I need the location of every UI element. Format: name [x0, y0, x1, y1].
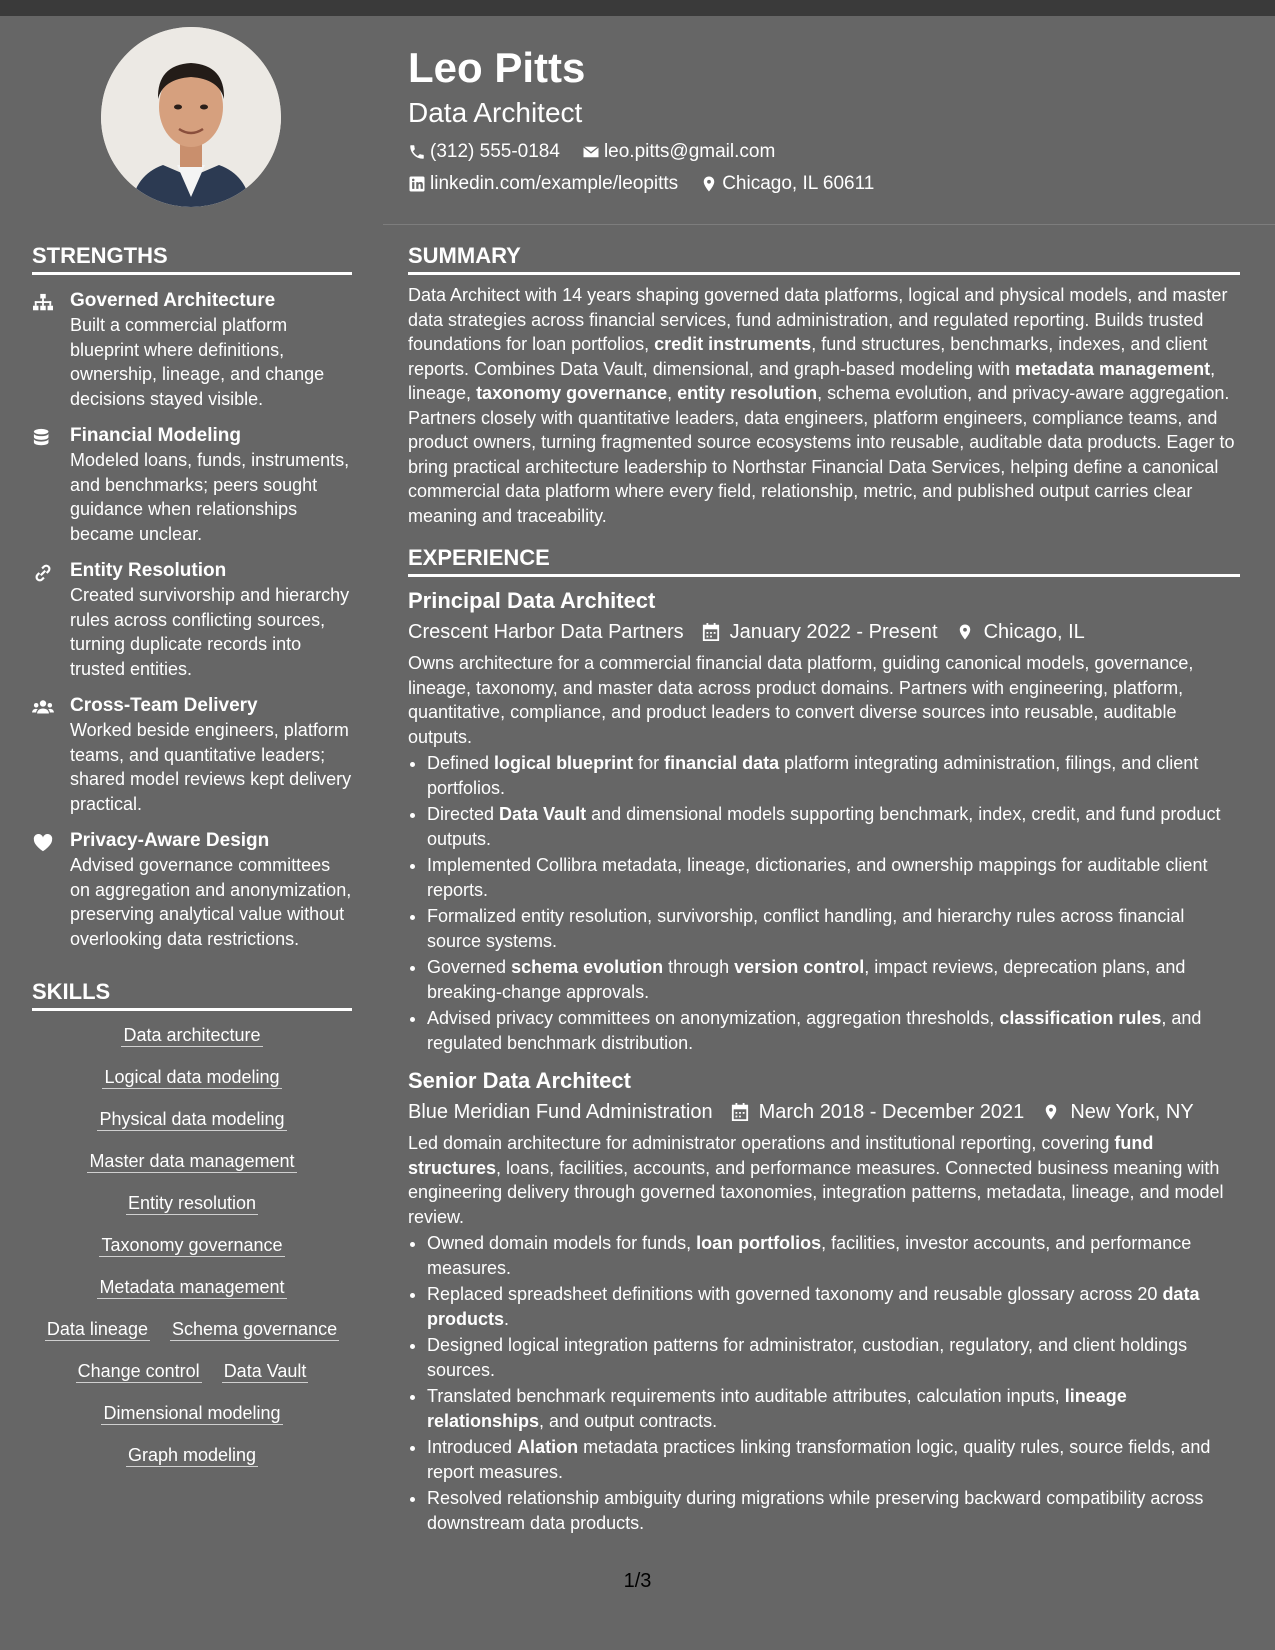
job-bullet: • Advised privacy committees on anonymization, aggregation thresholds, classification rules, and regulated benchmark distribution.	[427, 1006, 1240, 1055]
job-bullet: • Replaced spreadsheet definitions with governed taxonomy and reusable glossary across 20 data products.	[427, 1282, 1240, 1331]
experience-heading: EXPERIENCE	[408, 545, 1240, 577]
email-text: leo.pitts@gmail.com	[603, 141, 776, 162]
job-company: Blue Meridian Fund Administration	[408, 1101, 713, 1123]
skill-tag: Entity resolution	[127, 1193, 257, 1213]
job-bullet: • Directed Data Vault and dimensional models supporting benchmark, index, credit, and fund product outputs.	[427, 802, 1240, 851]
location-text: Chicago, IL 60611	[722, 173, 875, 194]
map-pin-icon	[700, 175, 718, 193]
job-dates: March 2018 - December 2021	[758, 1101, 1025, 1123]
job-title: Senior Data Architect	[408, 1068, 631, 1093]
strength-item	[32, 289, 352, 411]
contact-phone[interactable]	[408, 140, 560, 164]
envelope-icon	[582, 143, 600, 161]
strength-desc: Modeled loans, funds, instruments, and benchmarks; peers sought guidance when relationships became unclear.	[70, 450, 350, 544]
skill-tag: Metadata management	[99, 1277, 285, 1297]
page-number: 1/3	[623, 1570, 652, 1592]
job-bullet: • Resolved relationship ambiguity during migrations while preserving backward compatibility across downstream data products.	[427, 1486, 1240, 1535]
skill-tag: Data Vault	[223, 1361, 307, 1381]
skills-heading: SKILLS	[32, 979, 352, 1011]
strength-item	[32, 694, 352, 816]
skill-tag: Physical data modeling	[99, 1109, 285, 1129]
summary-heading: SUMMARY	[408, 243, 1240, 275]
job-bullet: • Formalized entity resolution, survivorship, conflict handling, and hierarchy rules across financial source systems.	[427, 904, 1240, 953]
strength-item	[32, 424, 352, 546]
job-title: Principal Data Architect	[408, 588, 656, 613]
job-entry	[408, 1067, 1240, 1535]
contact-location	[700, 172, 874, 196]
job-bullet: • Implemented Collibra metadata, lineage, dictionaries, and ownership mappings for auditable client reports.	[427, 853, 1240, 902]
phone-icon	[408, 143, 426, 161]
candidate-name: Leo Pitts	[408, 44, 586, 91]
job-location: Chicago, IL	[983, 621, 1085, 643]
linkedin-text: linkedin.com/example/leopitts	[430, 173, 679, 194]
strength-title: Privacy-Aware Design	[70, 830, 270, 851]
strength-desc: Worked beside engineers, platform teams, and quantitative leaders; shared model reviews kept delivery practical.	[70, 720, 352, 814]
contact-row-1	[408, 140, 1248, 164]
main-column	[408, 243, 1240, 1535]
phone-text: (312) 555-0184	[430, 141, 560, 162]
sitemap-icon	[32, 293, 54, 313]
strength-desc: Created survivorship and hierarchy rules across conflicting sources, turning duplicate records into trusted entities.	[70, 585, 350, 679]
person-portrait-icon	[101, 27, 281, 207]
job-bullet: • Designed logical integration patterns for administrator, custodian, regulatory, and client holdings sources.	[427, 1333, 1240, 1382]
contact-linkedin[interactable]	[408, 172, 678, 196]
job-bullets	[408, 751, 1240, 1055]
skill-tag: Data architecture	[123, 1025, 261, 1045]
database-icon	[32, 428, 54, 448]
job-description: Owns architecture for a commercial financial data platform, guiding canonical models, governance, lineage, taxonomy, and master data across product domains. Partners with engineering, platform, quantitative, compliance, and product leaders to convert diverse sources into reusable, auditable outputs.	[408, 653, 1194, 747]
sidebar	[32, 243, 352, 1467]
candidate-role: Data Architect	[408, 97, 583, 128]
strength-title: Cross-Team Delivery	[70, 695, 258, 716]
job-bullet: • Defined logical blueprint for financial data platform integrating administration, filings, and client portfolios.	[427, 751, 1240, 800]
strength-item	[32, 559, 352, 681]
profile-photo	[101, 27, 281, 207]
skill-tag: Taxonomy governance	[101, 1235, 283, 1255]
job-bullet: • Introduced Alation metadata practices linking transformation logic, quality rules, source fields, and report measures.	[427, 1435, 1240, 1484]
users-icon	[32, 698, 54, 718]
map-pin-icon	[1042, 1102, 1060, 1122]
contact-row-2	[408, 172, 1248, 196]
skill-tag: Master data management	[89, 1151, 295, 1171]
strength-title: Governed Architecture	[70, 290, 276, 311]
linkedin-icon	[408, 175, 426, 193]
top-bar	[0, 0, 1275, 16]
strength-desc: Advised governance committees on aggregation and anonymization, preserving analytical value without overlooking data restrictions.	[70, 855, 352, 949]
contact-email[interactable]	[582, 140, 775, 164]
skill-tag: Graph modeling	[127, 1445, 257, 1465]
resume-header	[408, 42, 1248, 196]
summary-text: Data Architect with 14 years shaping governed data platforms, logical and physical models, and master data strategies across financial services, fund administration, and regulated reporting. Builds trusted foundations for loan portfolios, credit instruments, fund structures, benchmarks, indexes, and client reports. Combines Data Vault, dimensional, and graph-based modeling with metadata management, lineage, taxonomy governance, entity resolution, schema evolution, and privacy-aware aggregation. Partners closely with quantitative leaders, data engineers, platform engineers, compliance teams, and product owners, turning fragmented source ecosystems into reusable, auditable data products. Eager to bring practical architecture leadership to Northstar Financial Data Services, helping define a canonical commercial data platform where every field, relationship, metric, and published output carries clear meaning and traceability.	[408, 285, 1235, 526]
skill-tag: Dimensional modeling	[103, 1403, 281, 1423]
job-bullet: • Governed schema evolution through version control, impact reviews, deprecation plans, and breaking-change approvals.	[427, 955, 1240, 1004]
job-bullets	[408, 1231, 1240, 1535]
job-meta	[408, 1099, 1240, 1125]
calendar-icon	[702, 622, 720, 642]
strength-item	[32, 829, 352, 951]
header-divider	[383, 224, 1275, 225]
strength-desc: Built a commercial platform blueprint where definitions, ownership, lineage, and change decisions stayed visible.	[70, 315, 325, 409]
calendar-icon	[731, 1102, 749, 1122]
job-meta	[408, 619, 1240, 645]
skills-list	[32, 1023, 352, 1467]
job-bullet: • Owned domain models for funds, loan portfolios, facilities, investor accounts, and performance measures.	[427, 1231, 1240, 1280]
skill-tag: Change control	[77, 1361, 200, 1381]
map-pin-icon	[956, 622, 974, 642]
job-dates: January 2022 - Present	[729, 621, 938, 643]
job-location: New York, NY	[1070, 1101, 1194, 1123]
strength-title: Entity Resolution	[70, 560, 227, 581]
job-description: Led domain architecture for administrator operations and institutional reporting, covering fund structures, loans, facilities, accounts, and performance measures. Connected business meaning with engineering delivery through governed taxonomies, integration patterns, metadata, lineage, and model review.	[408, 1133, 1224, 1227]
strength-title: Financial Modeling	[70, 425, 242, 446]
job-company: Crescent Harbor Data Partners	[408, 621, 684, 643]
skill-tag: Schema governance	[171, 1319, 338, 1339]
job-bullet: • Translated benchmark requirements into auditable attributes, calculation inputs, lineage relationships, and output contracts.	[427, 1384, 1240, 1433]
strengths-heading: STRENGTHS	[32, 243, 352, 275]
heart-icon	[32, 833, 54, 853]
skill-tag: Data lineage	[46, 1319, 148, 1339]
job-entry	[408, 587, 1240, 1055]
skill-tag: Logical data modeling	[104, 1067, 280, 1087]
link-icon	[32, 563, 54, 583]
